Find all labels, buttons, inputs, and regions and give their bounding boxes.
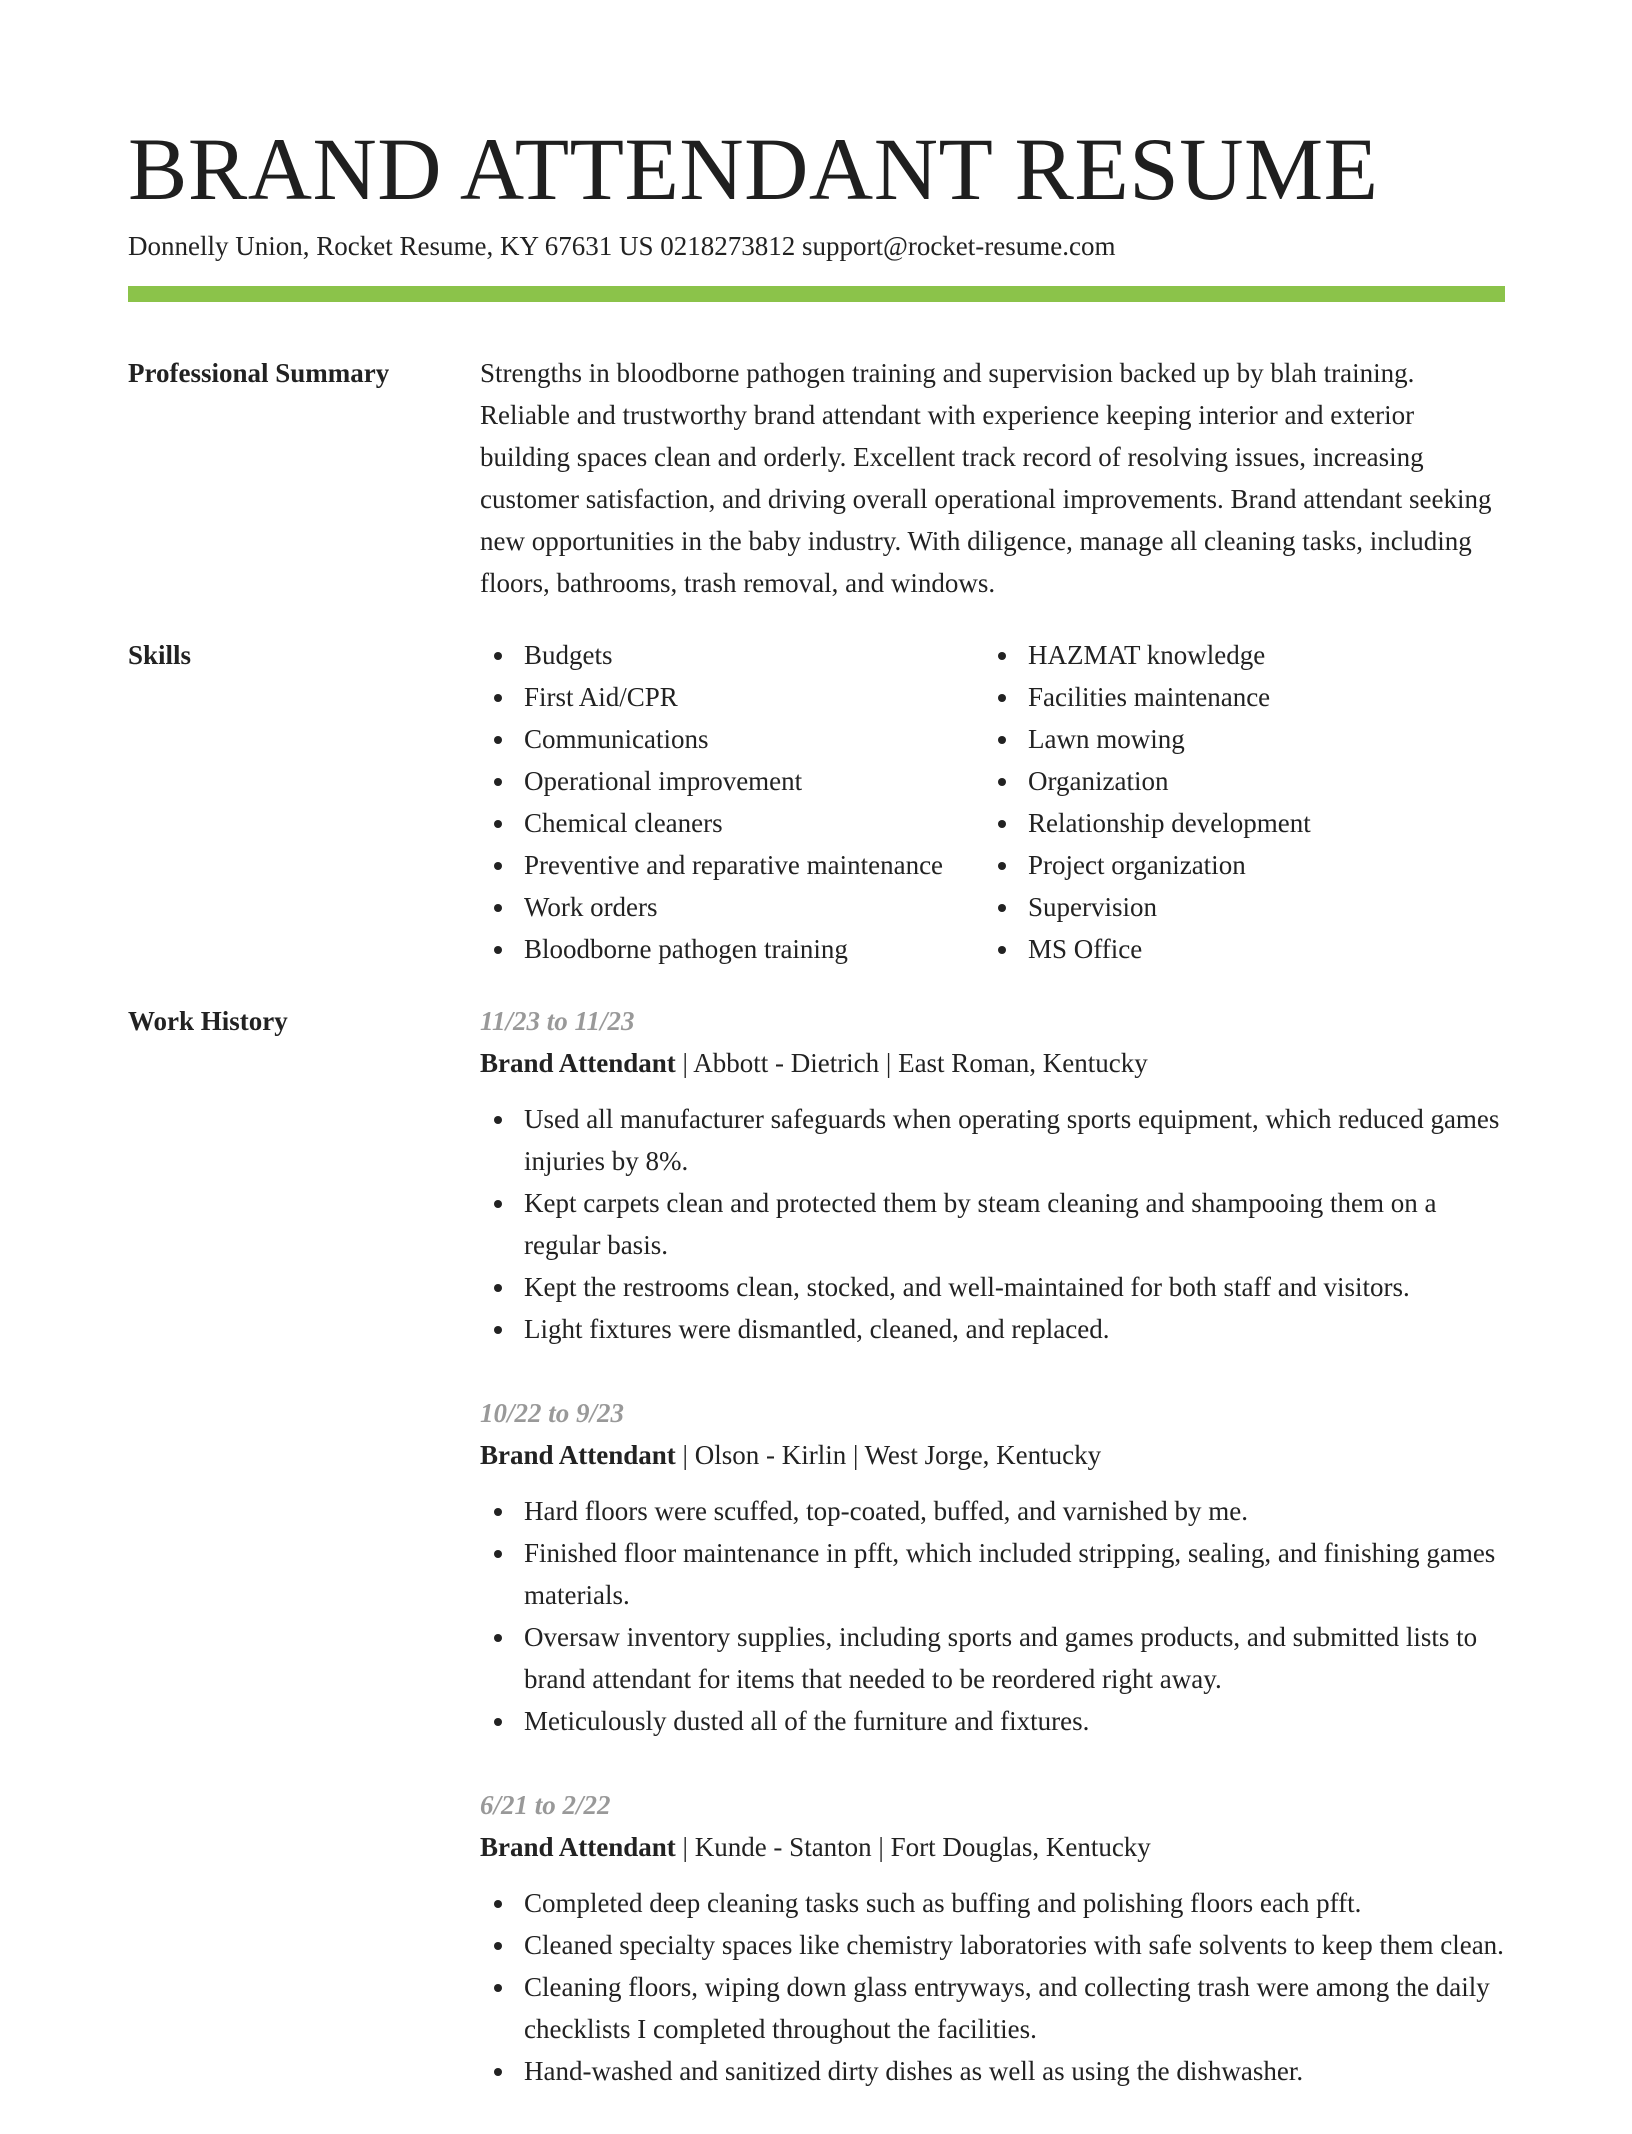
skill-item: HAZMAT knowledge bbox=[984, 634, 1311, 676]
job-bullet: Meticulously dusted all of the furniture and fixtures. bbox=[480, 1700, 1505, 1742]
job-bullet: Cleaned specialty spaces like chemistry laboratories with safe solvents to keep them clean. bbox=[480, 1924, 1505, 1966]
skill-item: Budgets bbox=[480, 634, 984, 676]
job-entry bbox=[480, 1392, 1505, 1742]
accent-divider bbox=[128, 286, 1505, 302]
job-bullet: Kept carpets clean and protected them by steam cleaning and shampooing them on a regular basis. bbox=[480, 1182, 1505, 1266]
contact-line: Donnelly Union, Rocket Resume, KY 67631 US 0218273812 support@rocket-resume.com bbox=[128, 231, 1116, 261]
job-details: | Olson - Kirlin | West Jorge, Kentucky bbox=[675, 1440, 1102, 1470]
job-bullets bbox=[480, 1490, 1505, 1742]
job-bullet: Cleaning floors, wiping down glass entryways, and collecting trash were among the daily checklists I completed throughout the facilities. bbox=[480, 1966, 1505, 2050]
skill-item: Project organization bbox=[984, 844, 1311, 886]
summary-heading: Professional Summary bbox=[128, 358, 390, 388]
job-details: | Kunde - Stanton | Fort Douglas, Kentucky bbox=[675, 1832, 1151, 1862]
job-dates: 10/22 to 9/23 bbox=[480, 1398, 625, 1428]
skill-item: Lawn mowing bbox=[984, 718, 1311, 760]
skill-item: Work orders bbox=[480, 886, 984, 928]
job-bullet: Light fixtures were dismantled, cleaned, and replaced. bbox=[480, 1308, 1505, 1350]
skill-item: Operational improvement bbox=[480, 760, 984, 802]
work-history-heading: Work History bbox=[128, 1006, 288, 1036]
skills-section bbox=[128, 634, 1505, 970]
job-bullet: Oversaw inventory supplies, including sports and games products, and submitted lists to brand attendant for items that needed to be reordered right away. bbox=[480, 1616, 1505, 1700]
skill-item: Organization bbox=[984, 760, 1311, 802]
summary-section bbox=[128, 352, 1505, 604]
skill-item: MS Office bbox=[984, 928, 1311, 970]
skills-heading: Skills bbox=[128, 640, 192, 670]
job-entry bbox=[480, 1784, 1505, 2092]
skill-item: Supervision bbox=[984, 886, 1311, 928]
job-title-line bbox=[480, 1826, 1505, 1868]
job-title: Brand Attendant bbox=[480, 1048, 676, 1078]
work-history-section bbox=[128, 1000, 1505, 2134]
skills-list-left bbox=[480, 634, 984, 970]
job-bullet: Finished floor maintenance in pfft, which included stripping, sealing, and finishing games materials. bbox=[480, 1532, 1505, 1616]
job-bullet: Hard floors were scuffed, top-coated, buffed, and varnished by me. bbox=[480, 1490, 1505, 1532]
skill-item: Bloodborne pathogen training bbox=[480, 928, 984, 970]
job-details: | Abbott - Dietrich | East Roman, Kentucky bbox=[675, 1048, 1148, 1078]
job-title-line bbox=[480, 1042, 1505, 1084]
job-title-line bbox=[480, 1434, 1505, 1476]
skill-item: Facilities maintenance bbox=[984, 676, 1311, 718]
job-bullet: Hand-washed and sanitized dirty dishes as well as using the dishwasher. bbox=[480, 2050, 1505, 2092]
skills-list-right bbox=[984, 634, 1311, 970]
skill-item: Communications bbox=[480, 718, 984, 760]
job-bullets bbox=[480, 1098, 1505, 1350]
job-bullets bbox=[480, 1882, 1505, 2092]
page-title: BRAND ATTENDANT RESUME bbox=[128, 121, 1379, 219]
job-dates: 6/21 to 2/22 bbox=[480, 1790, 611, 1820]
skill-item: Chemical cleaners bbox=[480, 802, 984, 844]
job-bullet: Used all manufacturer safeguards when operating sports equipment, which reduced games injuries by 8%. bbox=[480, 1098, 1505, 1182]
job-dates: 11/23 to 11/23 bbox=[480, 1006, 635, 1036]
job-title: Brand Attendant bbox=[480, 1832, 676, 1862]
skill-item: Preventive and reparative maintenance bbox=[480, 844, 984, 886]
job-title: Brand Attendant bbox=[480, 1440, 676, 1470]
skill-item: First Aid/CPR bbox=[480, 676, 984, 718]
skill-item: Relationship development bbox=[984, 802, 1311, 844]
job-entry bbox=[480, 1000, 1505, 1350]
job-bullet: Completed deep cleaning tasks such as buffing and polishing floors each pfft. bbox=[480, 1882, 1505, 1924]
summary-text: Strengths in bloodborne pathogen training and supervision backed up by blah training. Reliable and trustworthy brand attendant with experience keeping interior and exterior building spaces clean and orderly. Excellent track record of resolving issues, increasing customer satisfaction, and driving overall operational improvements. Brand attendant seeking new opportunities in the baby industry. With diligence, manage all cleaning tasks, including floors, bathrooms, trash removal, and windows. bbox=[480, 358, 1492, 598]
job-bullet: Kept the restrooms clean, stocked, and well-maintained for both staff and visitors. bbox=[480, 1266, 1505, 1308]
